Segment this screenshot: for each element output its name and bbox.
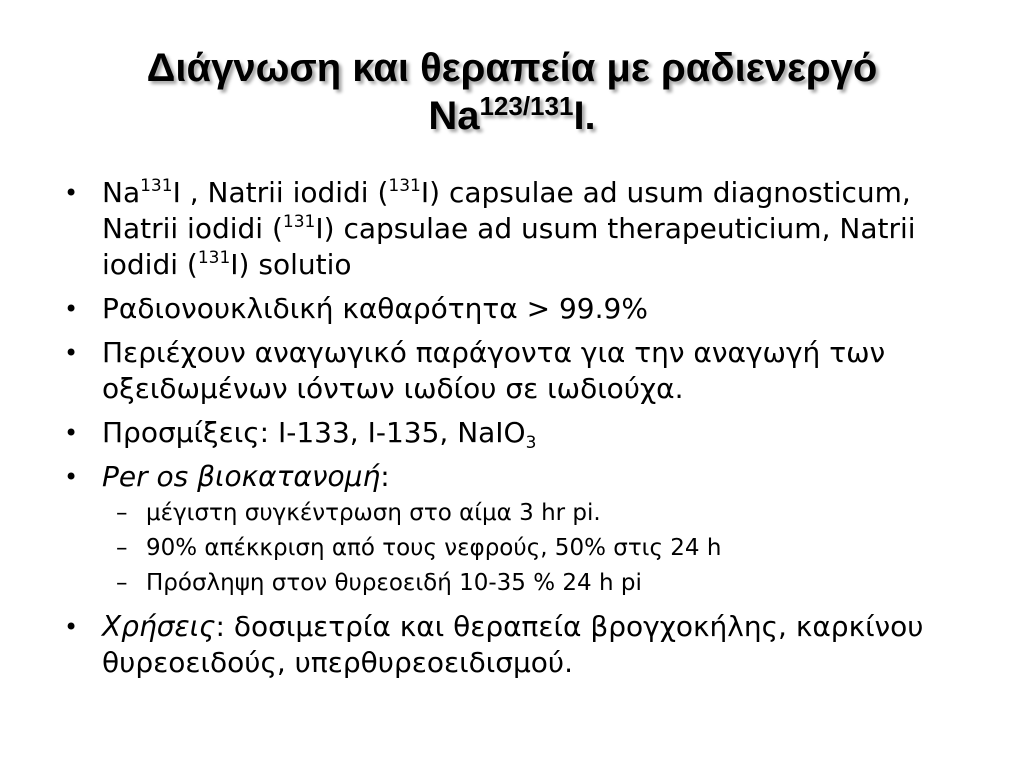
bullet-dot: • xyxy=(64,613,79,641)
sub-bullet-list xyxy=(60,496,980,601)
bullet-dot: • xyxy=(64,295,79,323)
text-segment: : δοσιμετρία και θεραπεία βρογχοκήλης, καρκίνου θυρεοειδούς, υπερθυρεοειδισμού. xyxy=(102,610,924,679)
superscript: 131 xyxy=(282,212,316,232)
text-segment: Προσμίξεις: I-133, I-135, NaIO xyxy=(102,416,526,449)
text-segment: I) capsulae ad usum diagnosticum, Natrii iodidi ( xyxy=(102,176,911,245)
sub-bullet-2-text: 90% απέκκριση από τους νεφρούς, 50% στις 24 h xyxy=(146,535,722,561)
bullet-1 xyxy=(60,175,980,283)
superscript: 131 xyxy=(197,248,231,268)
bullet-3-text: Περιέχουν αναγωγικό παράγοντα για την αναγωγή των οξειδωμένων ιόντων ιωδίου σε ιωδιούχα. xyxy=(102,336,886,405)
sub-bullet-1-text: μέγιστη συγκέντρωση στο αίμα 3 hr pi. xyxy=(146,500,601,526)
bullet-1-text xyxy=(102,176,916,281)
bullet-dot: • xyxy=(64,339,79,367)
sub-bullet-2 xyxy=(60,531,980,566)
slide-title xyxy=(40,44,984,140)
bullet-6-text xyxy=(102,610,924,679)
text-segment: : xyxy=(380,460,390,493)
title-isotope-sup: 123/131 xyxy=(479,91,574,121)
bullet-4 xyxy=(60,415,980,451)
bullet-dot: • xyxy=(64,419,79,447)
bullet-2-text: Ραδιονουκλιδική καθαρότητα > 99.9% xyxy=(102,292,648,325)
sub-bullet-3 xyxy=(60,566,980,601)
bullet-dot: • xyxy=(64,463,79,491)
text-segment: Na xyxy=(102,176,141,209)
sub-bullet-3-text: Πρόσληψη στον θυρεοειδή 10-35 % 24 h pi xyxy=(146,570,642,596)
bullet-5 xyxy=(60,459,980,495)
text-segment: I , Natrii iodidi ( xyxy=(172,176,389,209)
subscript: 3 xyxy=(525,433,537,453)
text-segment: I) capsulae ad usum therapeuticium, Natrii iodidi ( xyxy=(102,212,916,281)
bullet-dot: • xyxy=(64,179,79,207)
text-segment: I) solutio xyxy=(230,248,352,281)
sub-bullet-1 xyxy=(60,496,980,531)
bullet-6 xyxy=(60,609,980,681)
title-line-2 xyxy=(40,92,984,140)
sub-bullet-dash: – xyxy=(116,535,128,561)
bullet-4-text xyxy=(102,416,537,453)
title-line-1: Διάγνωση και θεραπεία με ραδιενεργό xyxy=(146,46,878,90)
sub-bullet-dash: – xyxy=(116,500,128,526)
bullet-3 xyxy=(60,335,980,407)
bullet-5-text xyxy=(102,460,390,493)
title-na: Na xyxy=(428,94,480,138)
italic-term: Per os βιοκατανομή xyxy=(102,460,381,493)
italic-term: Χρήσεις xyxy=(102,610,216,643)
superscript: 131 xyxy=(140,176,173,196)
title-iodine: I. xyxy=(573,94,596,138)
bullet-2 xyxy=(60,291,980,327)
slide-body xyxy=(60,175,980,689)
sub-bullet-dash: – xyxy=(116,570,128,596)
superscript: 131 xyxy=(388,176,421,196)
